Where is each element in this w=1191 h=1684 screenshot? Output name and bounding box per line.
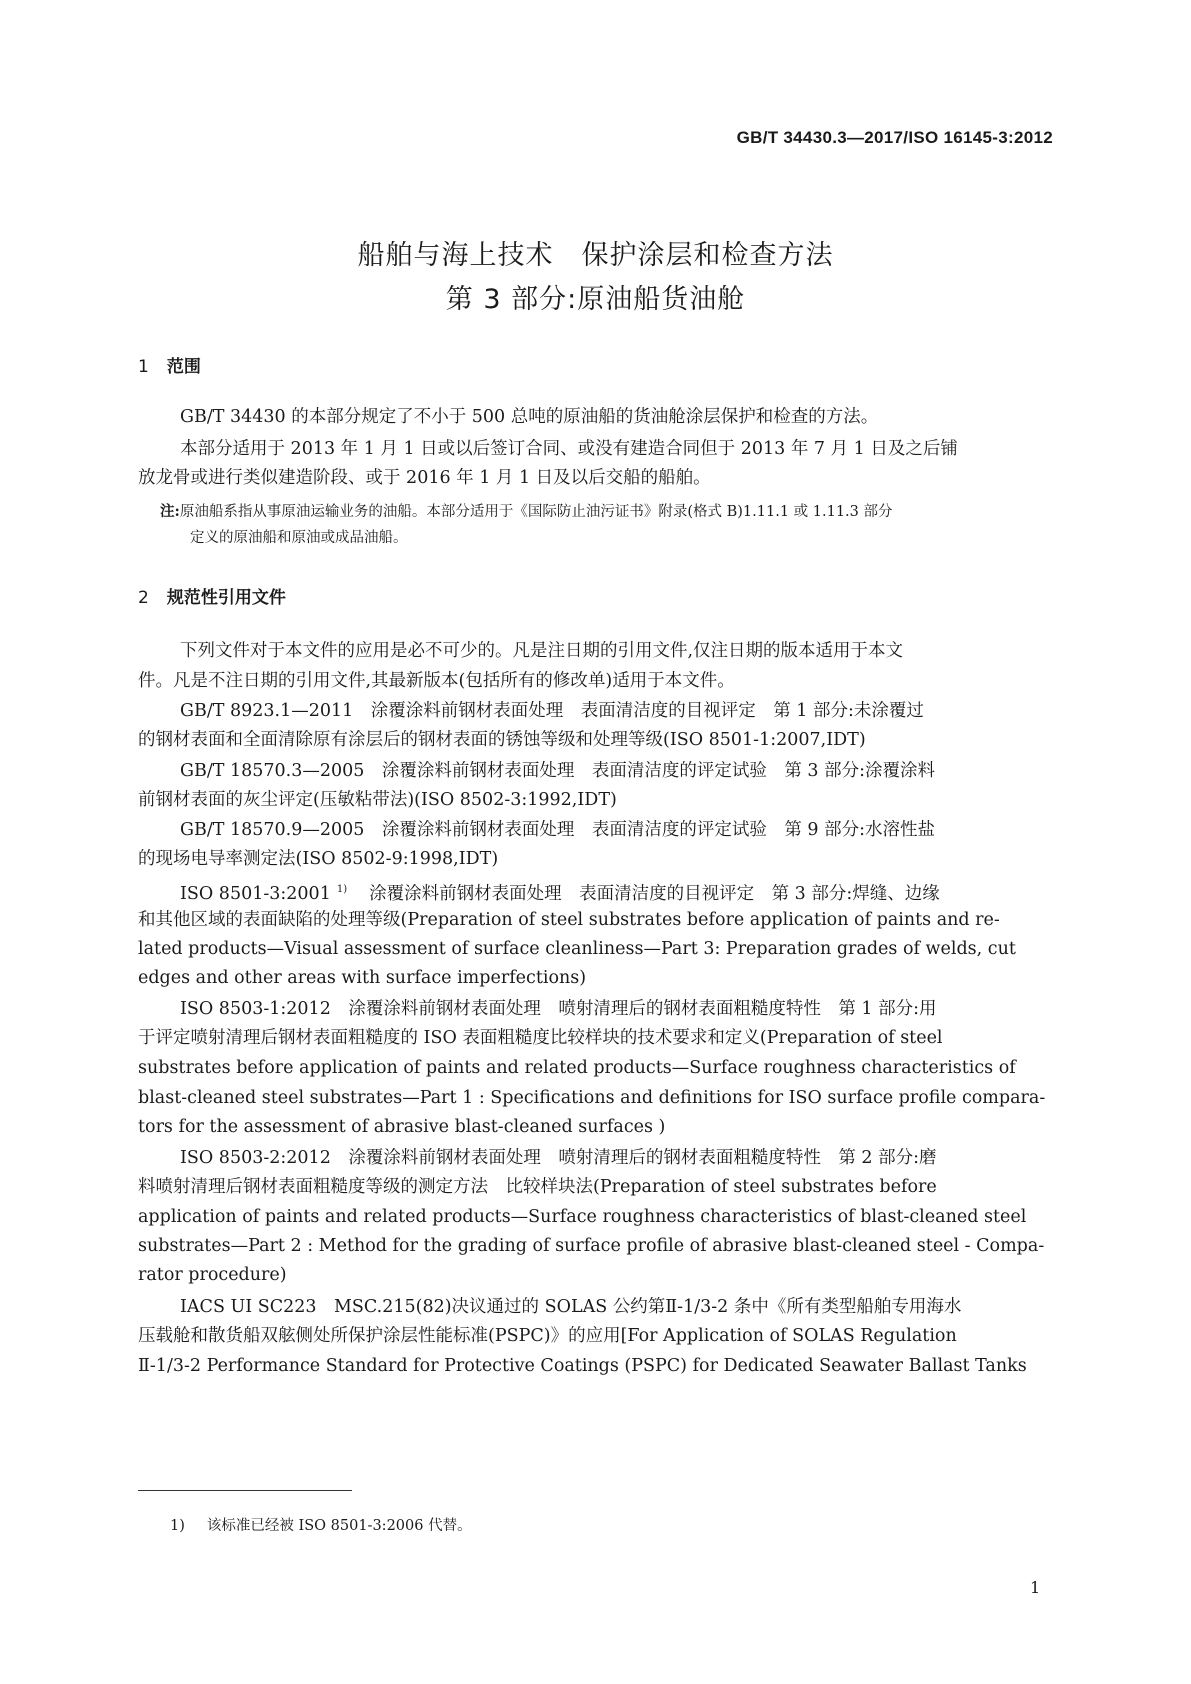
reference-line: 和其他区域的表面缺陷的处理等级(Preparation of steel substrates before application of paints and re- (138, 910, 1000, 930)
section-number: 1 (138, 357, 149, 377)
reference-line: lated products—Visual assessment of surface cleanliness—Part 3: Preparation grades of welds, cut (138, 939, 1016, 959)
paragraph-line: 放龙骨或进行类似建造阶段、或于 2016 年 1 月 1 日及以后交船的船舶。 (138, 468, 711, 488)
section-title: 规范性引用文件 (166, 588, 286, 608)
paragraph-line: GB/T 34430 的本部分规定了不小于 500 总吨的原油船的货油舱涂层保护和检查的方法。 (180, 407, 879, 427)
reference-line: blast-cleaned steel substrates—Part 1 : Specifications and definitions for ISO surface profile compara- (138, 1088, 1046, 1108)
reference-line: edges and other areas with surface imperfections) (138, 968, 587, 988)
page-number: 1 (1030, 1578, 1041, 1597)
reference-line: 料喷射清理后钢材表面粗糙度等级的测定方法 比较样块法(Preparation of steel substrates before (138, 1177, 937, 1197)
footnote-marker: 1) (336, 884, 348, 895)
footnote-number: 1) (170, 1518, 185, 1534)
reference-line: 前钢材表面的灰尘评定(压敏粘带法)(ISO 8502-3:1992,IDT) (138, 790, 617, 810)
section-2-heading (138, 583, 286, 608)
reference-line: GB/T 8923.1—2011 涂覆涂料前钢材表面处理 表面清洁度的目视评定 第 1 部分:未涂覆过 (180, 701, 924, 721)
footnote-text: 该标准已经被 ISO 8501-3:2006 代替。 (206, 1518, 472, 1534)
standard-code: GB/T 34430.3—2017/ISO 16145-3:2012 (736, 128, 1053, 147)
note-text: 定义的原油船和原油或成品油船。 (190, 530, 408, 546)
paragraph-line: 本部分适用于 2013 年 1 月 1 日或以后签订合同、或没有建造合同但于 2013 年 7 月 1 日及之后铺 (180, 439, 958, 459)
reference-line: ISO 8503-2:2012 涂覆涂料前钢材表面处理 喷射清理后的钢材表面粗糙度特性 第 2 部分:磨 (180, 1148, 937, 1168)
reference-line: GB/T 18570.3—2005 涂覆涂料前钢材表面处理 表面清洁度的评定试验 第 3 部分:涂覆涂料 (180, 761, 936, 781)
reference-line: GB/T 18570.9—2005 涂覆涂料前钢材表面处理 表面清洁度的评定试验 第 9 部分:水溶性盐 (180, 820, 936, 840)
reference-line: 的现场电导率测定法(ISO 8502-9:1998,IDT) (138, 849, 499, 869)
document-title: 船舶与海上技术 保护涂层和检查方法 (357, 240, 834, 271)
note-label: 注: (160, 503, 180, 520)
note (160, 500, 893, 521)
reference-line: 的钢材表面和全面清除原有涂层后的钢材表面的锈蚀等级和处理等级(ISO 8501-1:2007,IDT) (138, 730, 866, 750)
reference-line: application of paints and related products—Surface roughness characteristics of blast-cleaned steel (138, 1207, 1027, 1227)
footnote-divider (138, 1490, 352, 1491)
section-title: 范围 (166, 357, 201, 377)
section-1-heading (138, 352, 201, 377)
paragraph-line: 件。凡是不注日期的引用文件,其最新版本(包括所有的修改单)适用于本文件。 (138, 671, 735, 691)
reference-line: substrates—Part 2 : Method for the grading of surface profile of abrasive blast-cleaned steel - Compa- (138, 1236, 1045, 1256)
reference-line: ISO 8503-1:2012 涂覆涂料前钢材表面处理 喷射清理后的钢材表面粗糙度特性 第 1 部分:用 (180, 999, 937, 1019)
reference-line: tors for the assessment of abrasive blast-cleaned surfaces ) (138, 1117, 666, 1137)
reference-line: IACS UI SC223 MSC.215(82)决议通过的 SOLAS 公约第Ⅱ-1/3-2 条中《所有类型船舶专用海水 (180, 1297, 962, 1317)
reference-line: substrates before application of paints and related products—Surface roughness characteristics of (138, 1058, 1016, 1078)
document-subtitle: 第 3 部分:原油船货油舱 (445, 284, 746, 315)
reference-line: Ⅱ-1/3-2 Performance Standard for Protective Coatings (PSPC) for Dedicated Seawater Ballast Tanks (138, 1356, 1027, 1376)
reference-title: 涂覆涂料前钢材表面处理 表面清洁度的目视评定 第 3 部分:焊缝、边缘 (369, 883, 940, 904)
paragraph-line: 下列文件对于本文件的应用是必不可少的。凡是注日期的引用文件,仅注日期的版本适用于本文 (180, 641, 904, 661)
footnote (170, 1514, 472, 1535)
reference-code: ISO 8501-3:2001 (180, 883, 331, 904)
section-number: 2 (138, 588, 149, 608)
reference-line: 压载舱和散货船双舷侧处所保护涂层性能标准(PSPC)》的应用[For Application of SOLAS Regulation (138, 1326, 957, 1346)
note-text: 原油船系指从事原油运输业务的油船。本部分适用于《国际防止油污证书》附录(格式 B)1.11.1 或 1.11.3 部分 (179, 504, 893, 520)
reference-line: rator procedure) (138, 1265, 287, 1285)
reference-line: 于评定喷射清理后钢材表面粗糙度的 ISO 表面粗糙度比较样块的技术要求和定义(Preparation of steel (138, 1028, 943, 1048)
reference-line (180, 879, 940, 905)
